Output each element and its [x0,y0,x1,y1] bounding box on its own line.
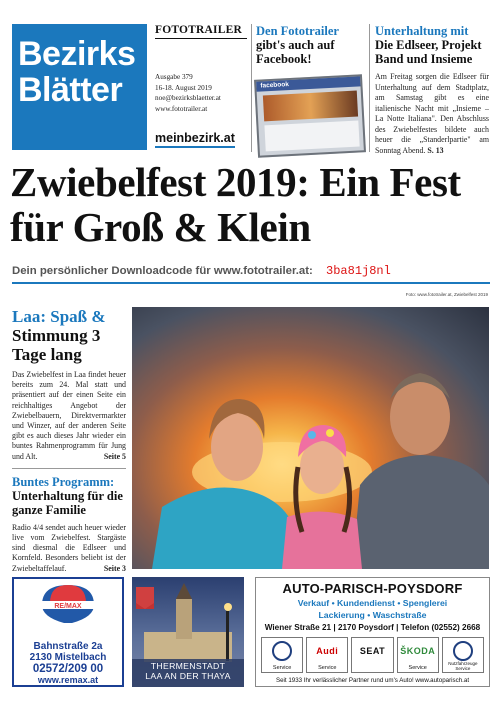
brand-logo-row [261,637,484,673]
article1-page-ref[interactable]: Seite 5 [103,451,126,461]
entertainment-title: Unterhaltung mit [375,24,469,38]
auto-services-line1: Verkauf • Kundendienst • Spenglerei [297,598,448,608]
column-divider [251,24,252,152]
facebook-screenshot-image [254,74,366,158]
thermenstadt-laa-ad[interactable] [132,577,244,687]
issue-email[interactable]: noe@bezirksblaetter.at [155,94,221,102]
bezirksblaetter-logo[interactable] [12,24,147,150]
brand-label: Service [318,665,337,671]
article1-title: Laa: Spaß & [12,307,106,326]
auto-footer: Seit 1933 Ihr verlässlicher Partner rund um's Auto! www.autoparisch.at [275,677,470,684]
main-headline: Zwiebelfest 2019: Ein Fest für Groß & Klein [10,159,461,250]
logo-line-1: Bezirks [18,35,136,73]
audi-logo-icon: Audi [316,646,339,656]
issue-info [155,24,247,150]
entertainment-subtitle: Die Edlseer, Projekt Band und Insieme [375,38,482,66]
remax-phone[interactable]: 02572/209 00 [32,663,104,675]
facebook-page-body [264,120,359,151]
logo-line-2: Blätter [18,71,123,109]
column-divider [369,24,370,152]
facebook-teaser-subtitle: gibt's auch auf Facebook! [256,38,335,66]
remax-logo-text: RE/MAX [54,603,82,610]
laa-line1: THERMENSTADT [150,661,226,671]
issue-number: Ausgabe 379 [155,73,193,81]
entertainment-body-text: Am Freitag sorgen die Edlseer für Unterhaltung auf dem Stadtplatz, am Samstag gibt es eine italienische Nacht mit „Insieme – La Notte Italiana". Den Abschluss des Zwiebelfestes bildete auch heuer die „Standerlpartie" am Sonntag Abend. [375,72,489,155]
vw-service-badge [261,637,303,673]
seat-badge [351,637,393,673]
article2-body-text: Radio 4/4 sendet auch heuer wieder live vom Zwiebelfest. Stargäste sind diesmal die Edlseer und Kornfeld. Besonders beliebt ist der Zwiebeltaffelauf. [12,522,126,573]
vw-logo-icon [453,641,473,661]
remax-city: 2130 Mistelbach [29,652,107,663]
download-code-label: Dein persönlicher Downloadcode für www.fototrailer.at: [12,265,313,277]
laa-ad-text [132,661,244,681]
article-teaser-1[interactable] [12,307,126,462]
brand-label: Service [272,665,292,671]
auto-address: Wiener Straße 21 | 2170 Poysdorf | Telefon (02552) 2668 [264,623,481,632]
vw-logo-icon [272,641,292,661]
hero-photo [132,307,489,569]
skoda-logo-icon: ŠKODA [400,646,436,656]
remax-street: Bahnstraße 2a [33,641,103,652]
cap-dot [326,429,334,437]
article2-title: Buntes Programm: [12,474,115,489]
laa-line2: LAA AN DER THAYA [145,671,231,681]
issue-meta [155,72,221,114]
photo-credit: Foto: www.fototrailer.at, Zwiebelfest 2019 [405,292,488,297]
facebook-teaser-title: Den Fototrailer [256,24,339,38]
entertainment-page-ref[interactable]: S. 13 [427,145,444,155]
facebook-cover-image [263,91,358,122]
facebook-topbar [256,76,360,91]
auto-parisch-ad[interactable] [255,577,490,687]
section-title: FOTOTRAILER [155,24,247,39]
article-divider [12,468,126,469]
man-face [390,379,450,455]
entertainment-body [375,72,489,156]
skoda-service-badge [397,637,439,673]
seat-logo-icon: SEAT [359,646,386,656]
remax-ad[interactable] [12,577,124,687]
facebook-teaser[interactable] [256,24,364,66]
auto-services-line2: Lackierung • Waschstraße [318,610,427,620]
download-code[interactable]: 3ba81j8nl [326,264,391,278]
vw-nutzfahrzeuge-badge [442,637,484,673]
remax-address [14,641,122,663]
child-top [282,511,362,569]
audi-service-badge [306,637,348,673]
cap-dot [308,431,316,439]
article1-subtitle: Stimmung 3 Tage lang [12,326,101,364]
family-photo-illustration [132,307,489,569]
issue-dates: 16-18. August 2019 [155,83,212,92]
facebook-wordmark: facebook [260,81,290,90]
entertainment-teaser[interactable] [375,24,489,156]
article2-page-ref[interactable]: Seite 3 [103,563,126,573]
remax-balloon-icon [28,583,108,625]
auto-ad-title: AUTO-PARISCH-POYSDORF [282,581,463,596]
left-column [12,307,126,574]
man-shirt [352,455,489,569]
article1-body [12,370,126,462]
meinbezirk-link[interactable]: meinbezirk.at [155,131,235,148]
remax-website[interactable]: www.remax.at [37,675,99,685]
article1-body-text: Das Zwiebelfest in Laa findet heuer bereits zum 24. Mal statt und präsentiert auf der einen Seite ein reichhaltiges Angebot der Zwiebelbauern, Direktvermarkter und Winzer, auf der anderen Seite gibt es auch dieses Jahr wieder ein buntes Rahmenprogramm für Jung und Alt. [12,370,126,461]
article2-subtitle: Unterhaltung für die ganze Familie [12,488,123,517]
issue-web[interactable]: www.fototrailer.at [155,104,208,113]
article2-body [12,523,126,574]
brand-label: Service [408,665,427,671]
download-code-line [12,264,490,284]
article-teaser-2[interactable] [12,475,126,574]
brand-label: Nutzfahrzeuge Service [448,661,478,671]
